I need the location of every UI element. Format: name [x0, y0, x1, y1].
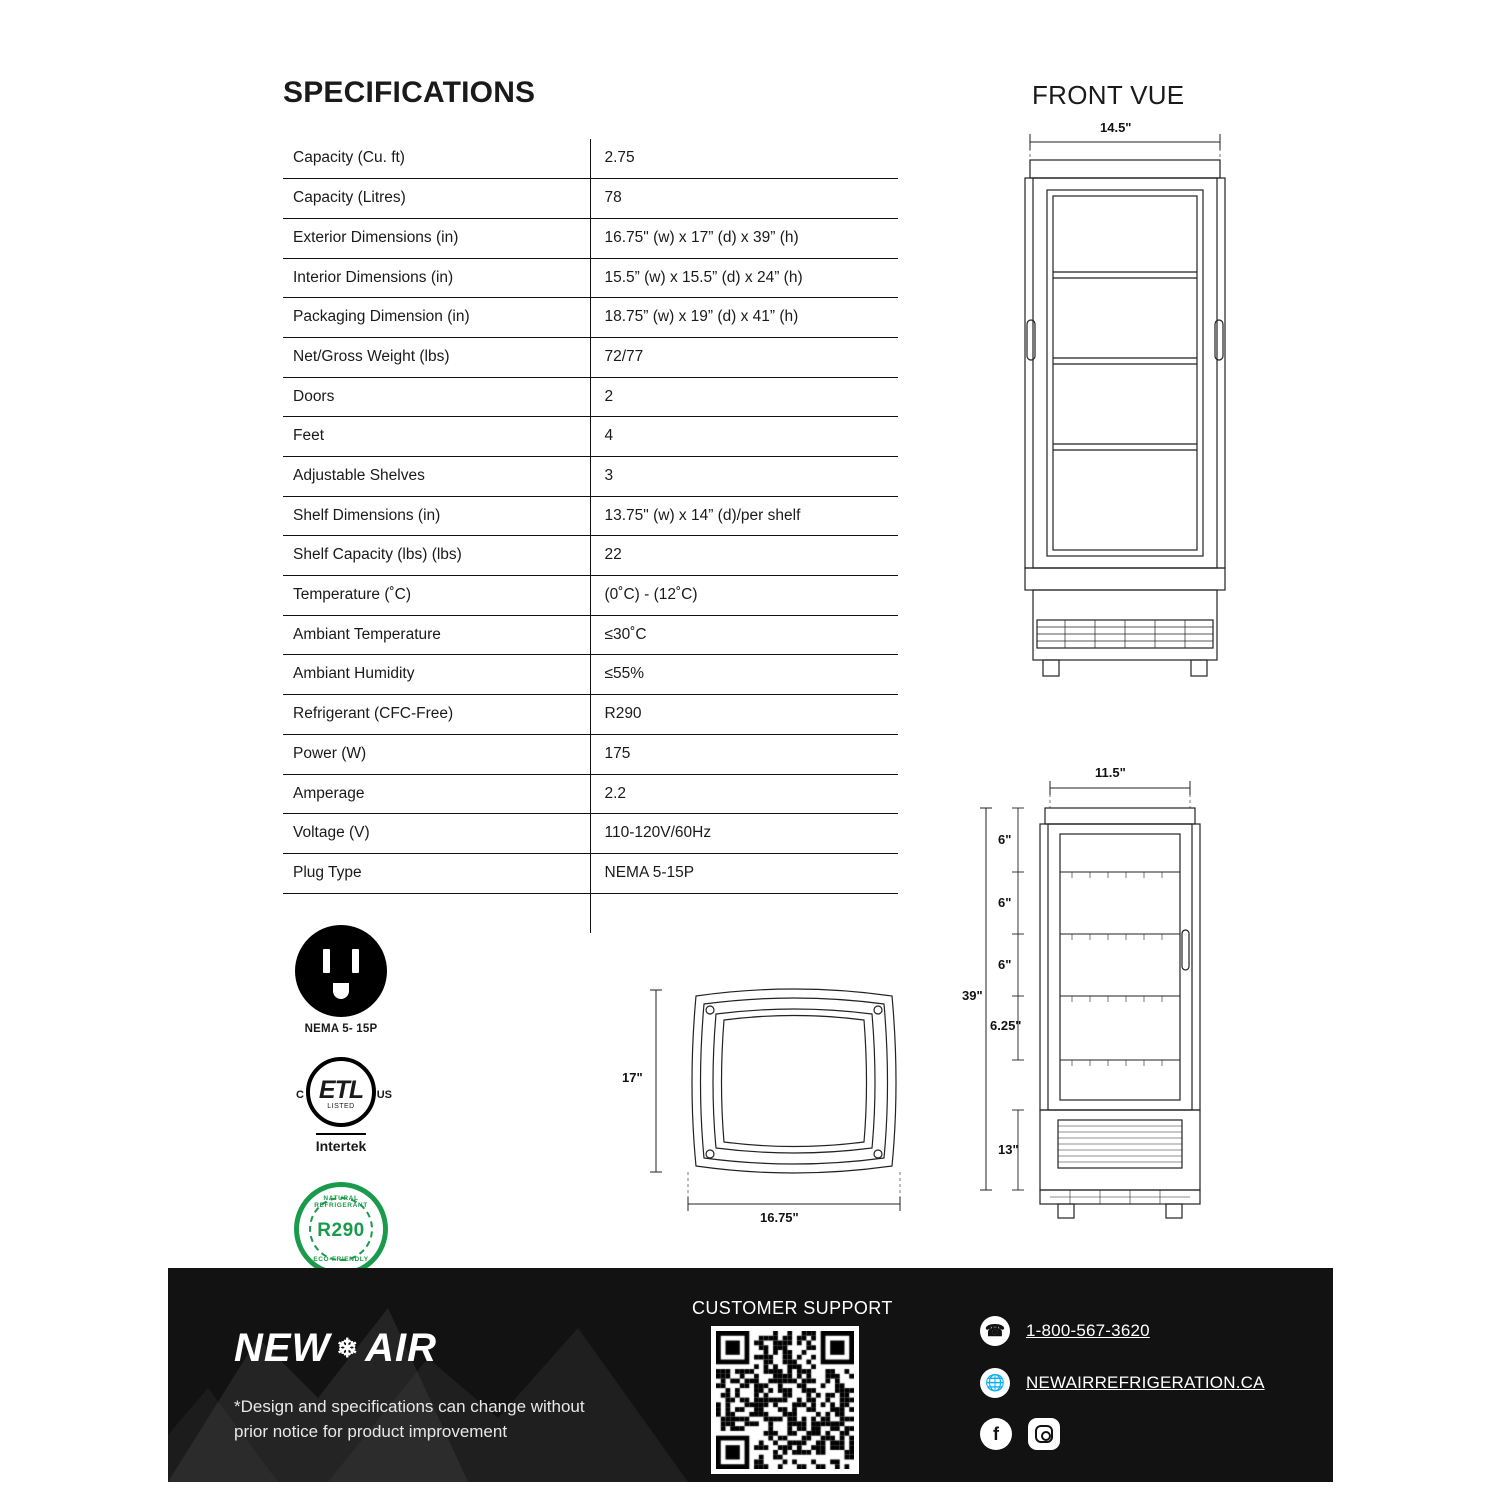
brand-text-right: AIR	[365, 1326, 438, 1370]
etl-mark-text: ETL	[318, 1076, 364, 1104]
side-segment-dimension-2: 6"	[998, 895, 1012, 910]
plug-label: NEMA 5- 15P	[304, 1023, 378, 1035]
phone-icon: ☎	[980, 1316, 1010, 1346]
disclaimer-text	[234, 1395, 664, 1444]
spec-key: Refrigerant (CFC-Free)	[283, 695, 590, 735]
table-row	[283, 615, 898, 655]
front-view-drawing	[965, 120, 1285, 695]
globe-icon: 🌐	[980, 1368, 1010, 1398]
table-row	[283, 576, 898, 616]
spec-key: Adjustable Shelves	[283, 457, 590, 497]
phone-contact[interactable]	[980, 1316, 1150, 1346]
spec-value: (0˚C) - (12˚C)	[590, 576, 898, 616]
spec-key: Voltage (V)	[283, 814, 590, 854]
specifications-table	[283, 139, 898, 933]
spec-key: Doors	[283, 377, 590, 417]
disclaimer-line-2: prior notice for product improvement	[234, 1421, 508, 1441]
spec-value: 2.2	[590, 774, 898, 814]
side-width-dimension: 11.5"	[1095, 765, 1126, 780]
spec-value: 2	[590, 377, 898, 417]
spec-key: Ambiant Humidity	[283, 655, 590, 695]
table-row	[283, 417, 898, 457]
spec-value: R290	[590, 695, 898, 735]
side-segment-dimension-5: 13"	[998, 1142, 1019, 1157]
facebook-icon[interactable]: f	[980, 1418, 1012, 1450]
mountain-graphic	[168, 1268, 688, 1482]
side-total-height-dimension: 39"	[962, 988, 983, 1003]
spec-value: ≤55%	[590, 655, 898, 695]
disclaimer-line-1: *Design and specifications can change without	[234, 1397, 585, 1416]
certification-badges	[283, 925, 503, 1276]
spec-key: Capacity (Cu. ft)	[283, 139, 590, 179]
spec-value: 3	[590, 457, 898, 497]
side-view-drawing	[940, 760, 1300, 1265]
table-row	[283, 139, 898, 179]
etl-us-text: US	[376, 1089, 392, 1101]
table-row	[283, 457, 898, 497]
intertek-label: Intertek	[316, 1133, 367, 1154]
spec-value: 13.75" (w) x 14” (d)/per shelf	[590, 496, 898, 536]
spec-value: 16.75" (w) x 17” (d) x 39” (h)	[590, 218, 898, 258]
etl-badge	[283, 1057, 399, 1156]
table-row	[283, 695, 898, 735]
spec-key: Shelf Dimensions (in)	[283, 496, 590, 536]
table-row	[283, 496, 898, 536]
table-row	[283, 774, 898, 814]
front-width-dimension: 14.5"	[1100, 120, 1132, 135]
table-row	[283, 258, 898, 298]
table-row	[283, 734, 898, 774]
etl-listed-text: LISTED	[327, 1103, 355, 1110]
phone-number[interactable]: 1-800-567-3620	[1026, 1321, 1150, 1340]
side-segment-dimension-1: 6"	[998, 832, 1012, 847]
spec-value: 78	[590, 179, 898, 219]
website-url[interactable]: NEWAIRREFRIGERATION.CA	[1026, 1373, 1265, 1392]
spec-key: Net/Gross Weight (lbs)	[283, 337, 590, 377]
etl-c-text: C	[296, 1089, 304, 1101]
spec-key: Amperage	[283, 774, 590, 814]
spec-key: Feet	[283, 417, 590, 457]
spec-key: Exterior Dimensions (in)	[283, 218, 590, 258]
social-links[interactable]	[980, 1418, 1060, 1450]
table-row	[283, 853, 898, 893]
spec-key: Ambiant Temperature	[283, 615, 590, 655]
spec-key: Packaging Dimension (in)	[283, 298, 590, 338]
spec-value: 15.5” (w) x 15.5” (d) x 24” (h)	[590, 258, 898, 298]
r290-top-text: NATURAL REFRIGERANT	[314, 1195, 368, 1209]
customer-support-label: CUSTOMER SUPPORT	[692, 1298, 893, 1318]
spec-value: ≤30˚C	[590, 615, 898, 655]
table-row	[283, 298, 898, 338]
spec-value: 72/77	[590, 337, 898, 377]
front-view-title: FRONT VUE	[1032, 80, 1185, 110]
spec-key: Temperature (˚C)	[283, 576, 590, 616]
r290-code-text: R290	[317, 1220, 365, 1241]
spec-table-tail-empty	[590, 893, 898, 933]
spec-key: Interior Dimensions (in)	[283, 258, 590, 298]
top-view-drawing	[600, 960, 940, 1245]
spec-value: 2.75	[590, 139, 898, 179]
table-row	[283, 337, 898, 377]
table-row	[283, 218, 898, 258]
table-row	[283, 655, 898, 695]
qr-code[interactable]	[711, 1326, 859, 1474]
spec-key: Plug Type	[283, 853, 590, 893]
table-row	[283, 179, 898, 219]
website-contact[interactable]	[980, 1368, 1265, 1398]
table-row	[283, 814, 898, 854]
spec-value: 4	[590, 417, 898, 457]
spec-value: 110-120V/60Hz	[590, 814, 898, 854]
footer-bar	[168, 1268, 1333, 1482]
nema-plug-icon	[295, 925, 387, 1017]
spec-value: NEMA 5-15P	[590, 853, 898, 893]
spec-value: 175	[590, 734, 898, 774]
r290-badge	[283, 1182, 399, 1276]
page-title: SPECIFICATIONS	[283, 76, 536, 109]
spec-value: 22	[590, 536, 898, 576]
side-segment-dimension-4: 6.25"	[990, 1018, 1022, 1033]
top-depth-dimension: 17"	[622, 1070, 643, 1085]
table-row	[283, 536, 898, 576]
table-row	[283, 377, 898, 417]
spec-key: Shelf Capacity (lbs) (lbs)	[283, 536, 590, 576]
spec-key: Power (W)	[283, 734, 590, 774]
spec-value: 18.75” (w) x 19” (d) x 41” (h)	[590, 298, 898, 338]
spec-key: Capacity (Litres)	[283, 179, 590, 219]
side-segment-dimension-3: 6"	[998, 957, 1012, 972]
snowflake-icon: ❄	[336, 1333, 360, 1363]
instagram-icon[interactable]	[1028, 1418, 1060, 1450]
r290-bottom-text: ECO-FRIENDLY	[313, 1256, 369, 1263]
brand-logo	[234, 1326, 437, 1371]
top-width-dimension: 16.75"	[760, 1210, 799, 1225]
brand-text-left: NEW	[234, 1326, 331, 1370]
